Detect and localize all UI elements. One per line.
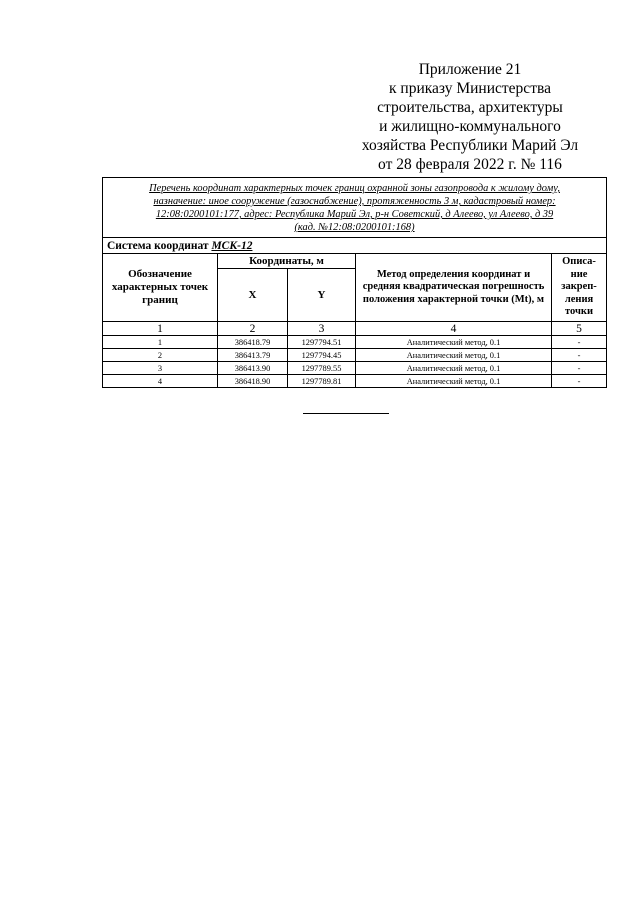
header-method: Метод определения координат и средняя квадратическая погрешность положения характерной точки (Mt), м [356,254,552,322]
table-caption [103,178,607,238]
point-id: 4 [103,375,218,388]
caption-line: назначение: иное сооружение (газоснабжение), протяженность 3 м, кадастровый номер: [153,196,556,207]
column-number: 3 [288,322,356,336]
header-designation: Обозначение характерных точек границ [103,254,218,322]
separator-line [303,413,389,414]
header-line: строительства, архитектуры [377,99,563,116]
table-caption-row [103,178,607,238]
point-id: 3 [103,362,218,375]
column-number: 5 [552,322,607,336]
coordinates-table [102,177,607,388]
description-value: - [552,362,607,375]
table-row [103,349,607,362]
header-line: и жилищно-коммунального [379,118,561,135]
x-value: 386418.79 [218,336,288,349]
table-row [103,375,607,388]
coordinate-system [103,238,607,254]
document-header [360,60,580,174]
method-value: Аналитический метод, 0.1 [356,336,552,349]
header-coordinates: Координаты, м [218,254,356,269]
description-line: Описа- [562,256,596,268]
header-line: хозяйства Республики Марий Эл [361,137,579,154]
header-line: Приложение 21 [418,61,522,78]
point-id: 1 [103,336,218,349]
column-numbers-row [103,322,607,336]
y-value: 1297789.55 [288,362,356,375]
column-number: 2 [218,322,288,336]
point-id: 2 [103,349,218,362]
caption-line: (кад. №12:08:0200101:168) [294,222,415,233]
y-value: 1297794.45 [288,349,356,362]
method-value: Аналитический метод, 0.1 [356,375,552,388]
method-value: Аналитический метод, 0.1 [356,362,552,375]
caption-line: 12:08:0200101:177, адрес: Республика Марий Эл, р-н Советский, д Алеево, ул Алеево, д 39 [155,209,554,220]
x-value: 386413.79 [218,349,288,362]
description-line: точки [565,306,594,318]
system-label: Система координат [107,239,209,252]
description-line: ние [570,268,588,280]
method-value: Аналитический метод, 0.1 [356,349,552,362]
header-row-1 [103,254,607,269]
x-value: 386413.90 [218,362,288,375]
system-name: МСК-12 [211,239,253,252]
column-number: 1 [103,322,218,336]
description-line: закреп- [561,281,597,293]
description-line: ления [564,293,594,305]
description-value: - [552,349,607,362]
column-number: 4 [356,322,552,336]
system-row [103,238,607,254]
header-line: от 28 февраля 2022 г. № 116 [378,156,562,173]
header-description [552,254,607,322]
description-value: - [552,336,607,349]
table-row [103,362,607,375]
header-y: Y [288,269,356,322]
header-line: к приказу Министерства [389,80,551,97]
header-x: X [218,269,288,322]
y-value: 1297794.51 [288,336,356,349]
caption-line: Перечень координат характерных точек границ охранной зоны газопровода к жилому дому, [149,183,560,194]
x-value: 386418.90 [218,375,288,388]
description-value: - [552,375,607,388]
y-value: 1297789.81 [288,375,356,388]
table-row [103,336,607,349]
